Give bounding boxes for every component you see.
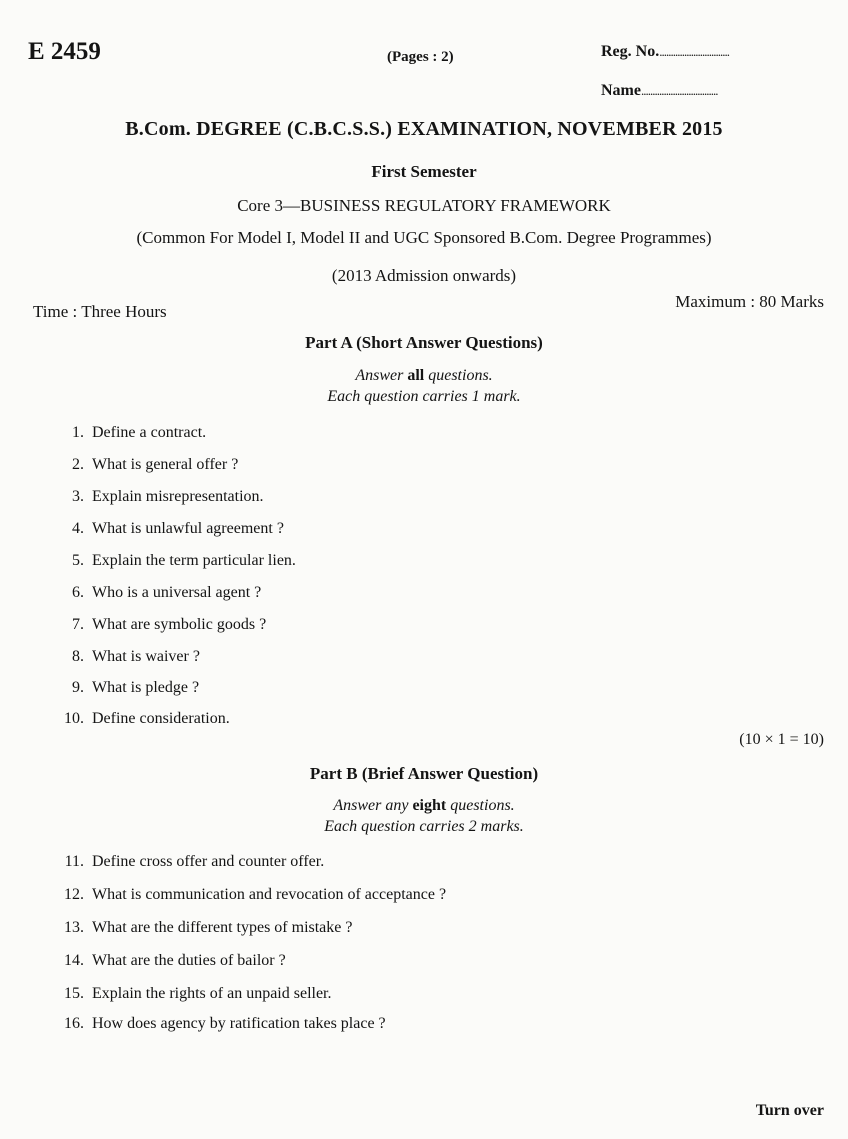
question-item bbox=[50, 886, 446, 904]
instr-bold: eight bbox=[412, 797, 447, 814]
question-number: 11. bbox=[64, 853, 84, 870]
question-text: Define cross offer and counter offer. bbox=[92, 853, 325, 870]
question-text: What is communication and revocation of acceptance ? bbox=[92, 886, 447, 903]
part-b-marks-note: Each question carries 2 marks. bbox=[324, 818, 524, 835]
part-b-instruction bbox=[0, 797, 848, 815]
question-item bbox=[50, 456, 238, 474]
question-text: How does agency by ratification takes place ? bbox=[92, 1015, 386, 1032]
question-number: 12. bbox=[64, 886, 84, 903]
question-number: 4. bbox=[72, 520, 84, 537]
question-number: 9. bbox=[72, 679, 84, 696]
question-number: 5. bbox=[72, 552, 84, 569]
question-item bbox=[50, 919, 352, 937]
instr-bold: all bbox=[407, 367, 425, 384]
instr-text: Answer bbox=[355, 367, 408, 384]
common-note: (Common For Model I, Model II and UGC Sponsored B.Com. Degree Programmes) bbox=[136, 228, 712, 247]
question-text: What are the duties of bailor ? bbox=[92, 952, 286, 969]
question-item bbox=[50, 488, 264, 506]
question-item bbox=[50, 616, 266, 634]
page-count: (Pages : 2) bbox=[387, 49, 454, 65]
question-item bbox=[50, 520, 284, 538]
reg-no-field bbox=[601, 43, 729, 61]
part-a-heading: Part A (Short Answer Questions) bbox=[305, 333, 543, 352]
question-text: What are symbolic goods ? bbox=[92, 616, 267, 633]
question-item bbox=[50, 648, 200, 666]
question-number: 8. bbox=[72, 648, 84, 665]
question-item bbox=[50, 424, 206, 442]
instr-text: Answer any bbox=[333, 797, 413, 814]
question-item bbox=[50, 584, 261, 602]
question-number: 7. bbox=[72, 616, 84, 633]
max-marks: Maximum : 80 Marks bbox=[675, 292, 824, 311]
question-number: 2. bbox=[72, 456, 84, 473]
question-item bbox=[50, 985, 332, 1003]
question-number: 13. bbox=[64, 919, 84, 936]
reg-no-dots: ............................... bbox=[659, 44, 729, 59]
semester: First Semester bbox=[371, 162, 477, 181]
part-b-heading: Part B (Brief Answer Question) bbox=[309, 764, 539, 783]
question-text: Explain the term particular lien. bbox=[92, 552, 296, 569]
part-a-marks-note: Each question carries 1 mark. bbox=[327, 388, 521, 405]
question-number: 16. bbox=[64, 1015, 84, 1032]
question-item bbox=[50, 552, 296, 570]
paper-code: E 2459 bbox=[28, 38, 101, 65]
name-field bbox=[601, 82, 717, 100]
question-text: What is general offer ? bbox=[92, 456, 239, 473]
name-label: Name bbox=[601, 82, 641, 99]
instr-text: questions. bbox=[424, 367, 493, 384]
part-a-instruction bbox=[0, 367, 848, 385]
question-text: What is unlawful agreement ? bbox=[92, 520, 284, 537]
instr-text: questions. bbox=[446, 797, 515, 814]
question-item bbox=[50, 1015, 386, 1033]
question-text: Define consideration. bbox=[92, 710, 230, 727]
part-a-marks-total: (10 × 1 = 10) bbox=[739, 731, 824, 748]
exam-time: Time : Three Hours bbox=[33, 302, 167, 321]
question-item bbox=[50, 853, 324, 871]
question-text: Explain misrepresentation. bbox=[92, 488, 264, 505]
question-number: 10. bbox=[64, 710, 84, 727]
question-text: Explain the rights of an unpaid seller. bbox=[92, 985, 332, 1002]
question-text: Define a contract. bbox=[92, 424, 207, 441]
question-number: 1. bbox=[72, 424, 84, 441]
question-text: Who is a universal agent ? bbox=[92, 584, 262, 601]
question-text: What is waiver ? bbox=[92, 648, 200, 665]
name-dots: .................................. bbox=[640, 83, 718, 98]
question-item bbox=[50, 679, 199, 697]
question-text: What is pledge ? bbox=[92, 679, 200, 696]
exam-title: B.Com. DEGREE (C.B.C.S.S.) EXAMINATION, NOVEMBER 2015 bbox=[125, 118, 723, 140]
question-item bbox=[50, 952, 286, 970]
question-item bbox=[50, 710, 230, 728]
turn-over-note: Turn over bbox=[755, 1102, 824, 1119]
question-number: 6. bbox=[72, 584, 84, 601]
question-number: 3. bbox=[72, 488, 84, 505]
question-text: What are the different types of mistake ? bbox=[92, 919, 353, 936]
question-number: 15. bbox=[64, 985, 84, 1002]
question-number: 14. bbox=[64, 952, 84, 969]
reg-no-label: Reg. No. bbox=[601, 43, 660, 60]
course-name: Core 3—BUSINESS REGULATORY FRAMEWORK bbox=[237, 196, 611, 215]
admission-note: (2013 Admission onwards) bbox=[331, 266, 517, 285]
